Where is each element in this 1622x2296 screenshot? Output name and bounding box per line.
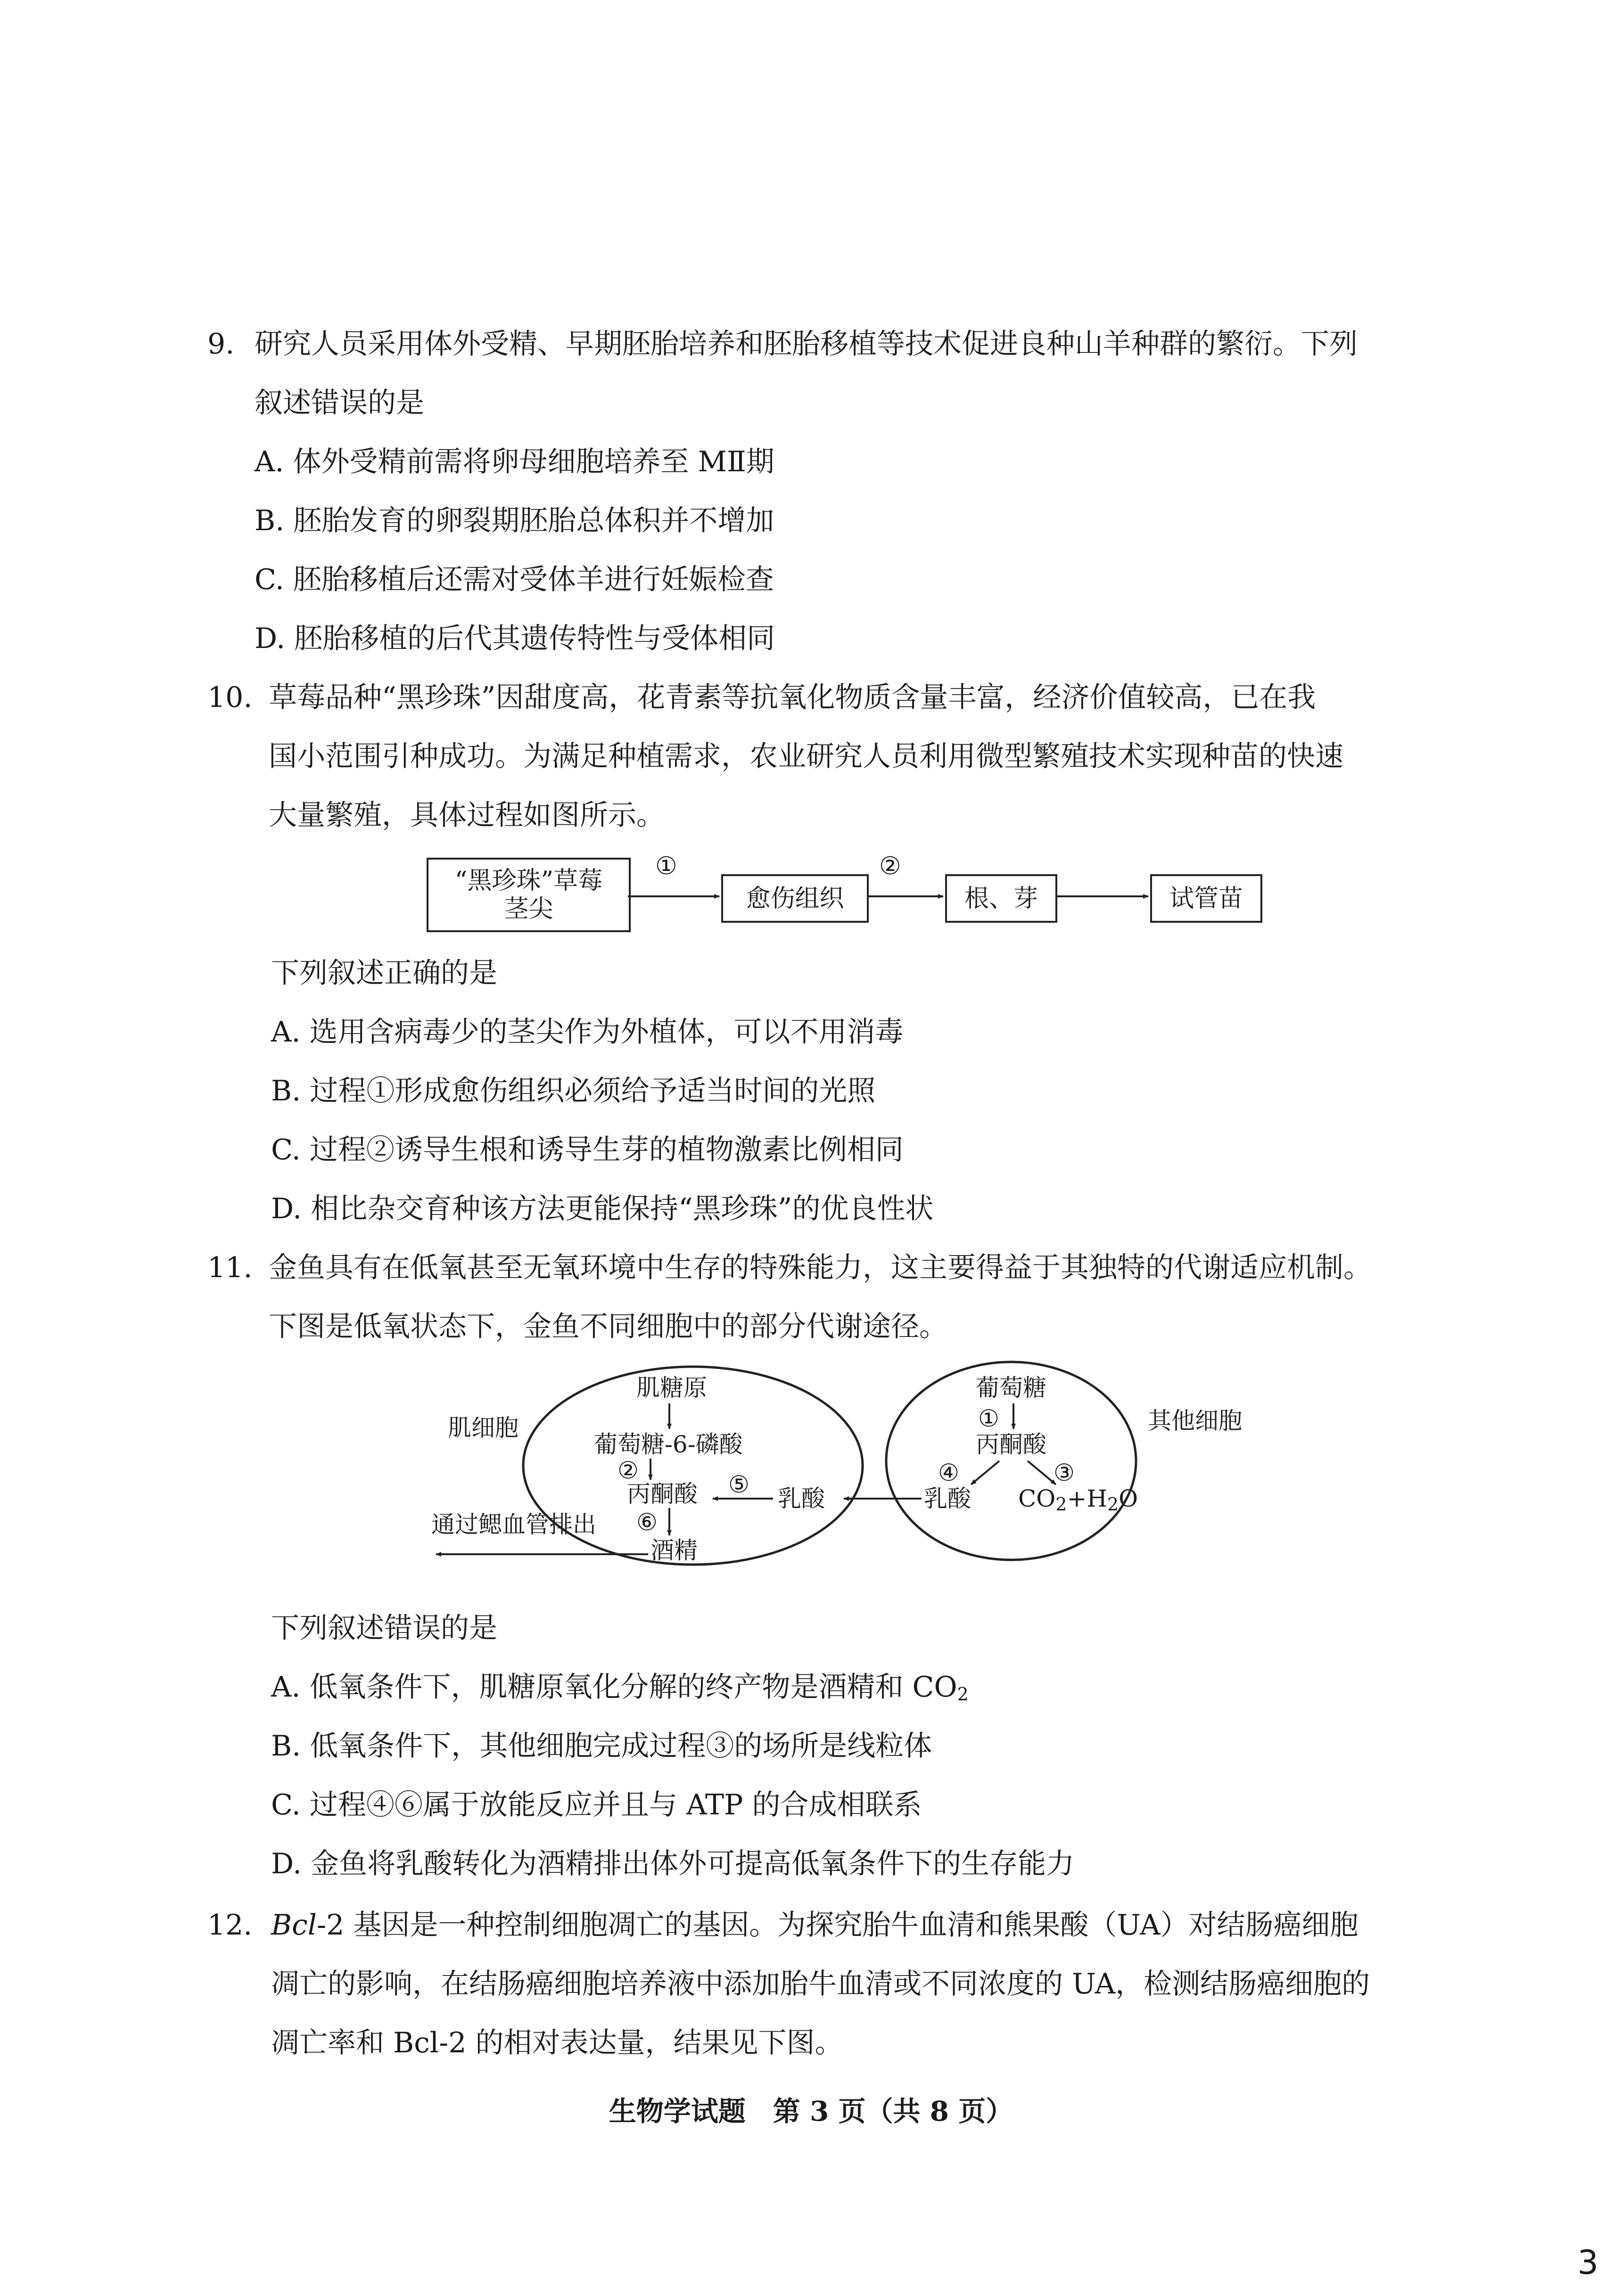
pyruvate-right-label: 丙酮酸 [976, 1431, 1046, 1458]
q11-option-c: C. 过程④⑥属于放能反应并且与 ATP 的合成相联系 [271, 1788, 922, 1821]
q11-option-a-sub: 2 [957, 1684, 969, 1705]
q12-stem-line3: 凋亡率和 Bcl-2 的相对表达量，结果见下图。 [271, 2026, 843, 2059]
arrow-pyruvate-co2 [1028, 1461, 1056, 1484]
q12-stem-line1-rest: -2 基因是一种控制细胞凋亡的基因。为探究胎牛血清和熊果酸（UA）对结肠癌细胞 [316, 1909, 1359, 1942]
co2-h2o-sub1: 2 [1055, 1494, 1067, 1515]
page-footer: 生物学试题 第 3 页（共 8 页） [609, 2095, 1013, 2127]
q12-gene-name: Bcl [271, 1909, 317, 1942]
lactate-left-label: 乳酸 [778, 1485, 825, 1512]
co2-h2o-part-a: CO [1018, 1485, 1056, 1512]
q10-option-d: D. 相比杂交育种该方法更能保持“黑珍珠”的优良性状 [271, 1192, 934, 1225]
q9-number: 9. [207, 328, 235, 361]
other-cell-label: 其他细胞 [1148, 1407, 1242, 1435]
step-5-label: ⑤ [728, 1471, 749, 1498]
flow-box-roots-buds: 根、芽 [945, 874, 1057, 923]
other-cell-ellipse [886, 1362, 1136, 1560]
flow-box-explant-line2: 茎尖 [504, 895, 553, 923]
flow-box-explant-line1: “黑珍珠”草莓 [454, 867, 603, 895]
q10-number: 10. [207, 681, 253, 714]
flow-step-2-label: ② [879, 852, 901, 880]
q11-prompt: 下列叙述错误的是 [271, 1612, 497, 1645]
q12-number: 12. [207, 1909, 253, 1942]
q10-option-c: C. 过程②诱导生根和诱导生芽的植物激素比例相同 [271, 1133, 904, 1166]
muscle-cell-label: 肌细胞 [448, 1414, 519, 1442]
q11-number: 11. [207, 1251, 253, 1284]
q11-option-a-text: A. 低氧条件下，肌糖原氧化分解的终产物是酒精和 CO [271, 1671, 957, 1704]
q10-prompt: 下列叙述正确的是 [271, 957, 497, 990]
muscle-cell-ellipse [523, 1367, 863, 1565]
q9-option-b: B. 胚胎发育的卵裂期胚胎总体积并不增加 [255, 504, 774, 537]
step-6-label: ⑥ [636, 1509, 658, 1536]
glycogen-label: 肌糖原 [636, 1374, 707, 1402]
q11-stem-line1: 金鱼具有在低氧甚至无氧环境中生存的特殊能力，这主要得益于其独特的代谢适应机制。 [269, 1251, 1372, 1284]
gill-exit-label: 通过鳃血管排出 [431, 1511, 596, 1538]
co2-h2o-part-c: O [1119, 1485, 1138, 1512]
flow-step-1-label: ① [655, 852, 677, 880]
q11-stem-line2: 下图是低氧状态下，金鱼不同细胞中的部分代谢途径。 [269, 1310, 947, 1343]
q10-stem-line3: 大量繁殖，具体过程如图所示。 [269, 799, 665, 832]
q10-option-a: A. 选用含病毒少的茎尖作为外植体，可以不用消毒 [271, 1016, 904, 1049]
pyruvate-left-label: 丙酮酸 [627, 1480, 698, 1508]
q11-option-b: B. 低氧条件下，其他细胞完成过程③的场所是线粒体 [271, 1730, 932, 1763]
step-1-label: ① [978, 1405, 999, 1432]
q10-stem-line2: 国小范围引种成功。为满足种植需求，农业研究人员利用微型繁殖技术实现种苗的快速 [269, 740, 1343, 773]
q9-option-a: A. 体外受精前需将卵母细胞培养至 MⅡ期 [255, 445, 774, 478]
step-4-label: ④ [938, 1459, 959, 1486]
q9-stem-line1: 研究人员采用体外受精、早期胚胎培养和胚胎移植等技术促进良种山羊种群的繁衍。下列 [255, 328, 1358, 361]
q9-option-c: C. 胚胎移植后还需对受体羊进行妊娠检查 [255, 563, 774, 596]
glucose-label: 葡萄糖 [976, 1374, 1046, 1402]
q10-stem-line1: 草莓品种“黑珍珠”因甜度高，花青素等抗氧化物质含量丰富，经济价值较高，已在我 [269, 681, 1316, 714]
q10-option-b: B. 过程①形成愈伤组织必须给予适当时间的光照 [271, 1074, 876, 1107]
page-number: 3 [1577, 2243, 1598, 2282]
flow-box-plantlet: 试管苗 [1150, 874, 1262, 923]
q12-stem-line2: 凋亡的影响，在结肠癌细胞培养液中添加胎牛血清或不同浓度的 UA，检测结肠癌细胞的 [271, 1968, 1370, 2001]
step-2-label: ② [618, 1457, 639, 1484]
q11-option-d: D. 金鱼将乳酸转化为酒精排出体外可提高低氧条件下的生存能力 [271, 1847, 1075, 1880]
arrow-pyruvate-lactate [971, 1461, 999, 1484]
q9-option-d: D. 胚胎移植的后代其遗传特性与受体相同 [255, 622, 775, 655]
lactate-right-label: 乳酸 [924, 1485, 971, 1512]
co2-h2o-sub2: 2 [1107, 1494, 1119, 1515]
ethanol-label: 酒精 [650, 1537, 698, 1564]
q9-stem-line2: 叙述错误的是 [255, 386, 424, 419]
g6p-label: 葡萄糖-6-磷酸 [594, 1431, 743, 1458]
step-3-label: ③ [1054, 1459, 1075, 1486]
flow-box-callus: 愈伤组织 [721, 874, 869, 923]
co2-h2o-part-b: +H [1067, 1485, 1107, 1512]
